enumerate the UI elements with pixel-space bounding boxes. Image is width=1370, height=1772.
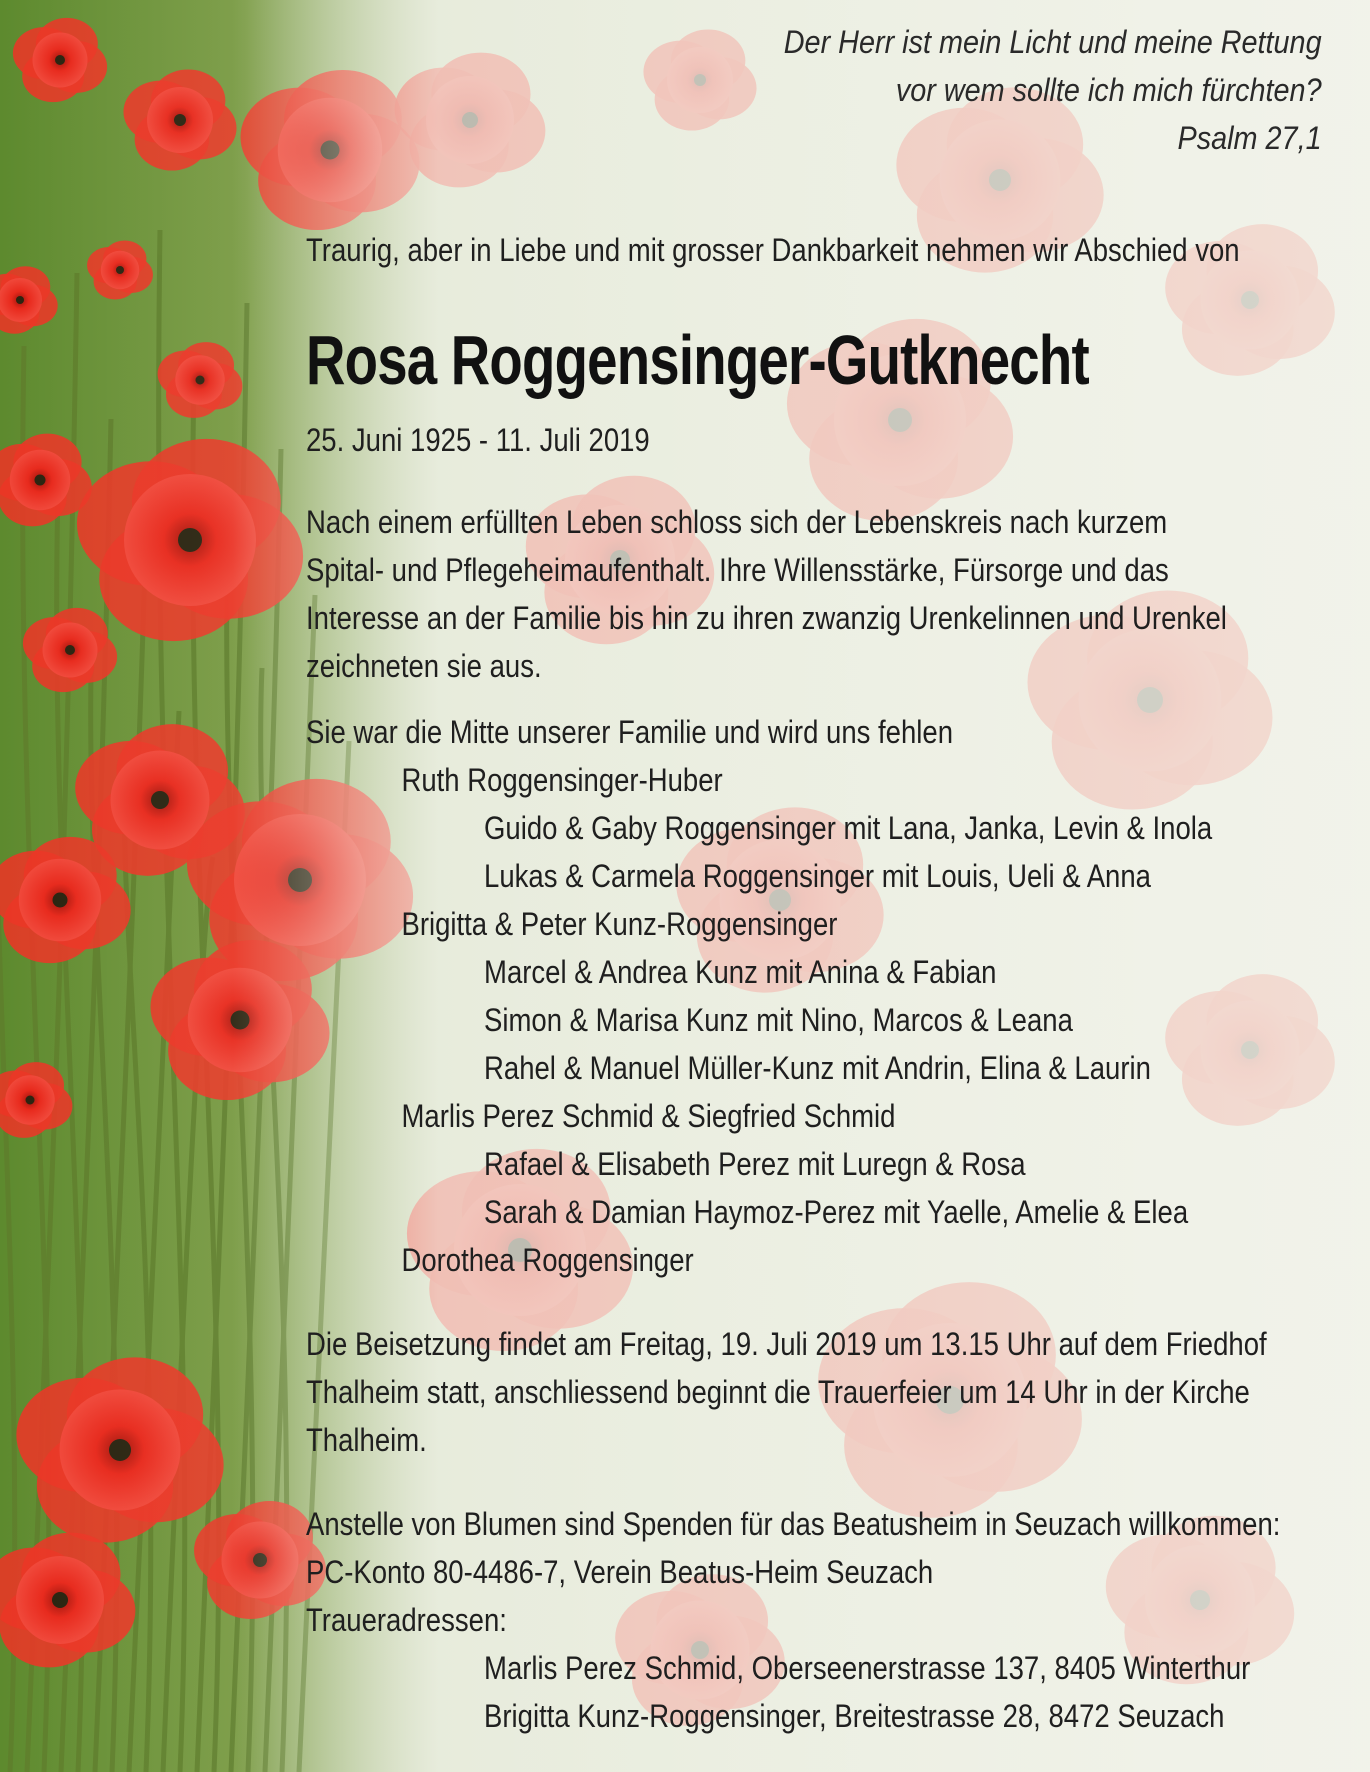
mourner-entry: Marlis Perez Schmid & Siegfried Schmid bbox=[401, 1098, 896, 1134]
tribute-line: Nach einem erfüllten Leben schloss sich der Lebenskreis nach kurzem bbox=[306, 504, 1168, 540]
mourner-entry: Dorothea Roggensinger bbox=[401, 1242, 694, 1278]
mourner-entry: Ruth Roggensinger-Huber bbox=[401, 762, 723, 798]
psalm-line-2: vor wem sollte ich mich fürchten? bbox=[896, 72, 1322, 108]
mourner-entry: Marcel & Andrea Kunz mit Anina & Fabian bbox=[484, 954, 997, 990]
mourner-entry: Sarah & Damian Haymoz-Perez mit Yaelle, Amelie & Elea bbox=[484, 1194, 1189, 1230]
mourning-address: Marlis Perez Schmid, Oberseenerstrasse 137, 8405 Winterthur bbox=[484, 1650, 1251, 1686]
tribute-line: Interesse an der Familie bis hin zu ihren zwanzig Urenkelinnen und Urenkel bbox=[306, 600, 1227, 636]
mourner-entry: Rafael & Elisabeth Perez mit Luregn & Rosa bbox=[484, 1146, 1026, 1182]
donation-line: PC-Konto 80-4486-7, Verein Beatus-Heim Seuzach bbox=[306, 1554, 934, 1590]
donation-line: Anstelle von Blumen sind Spenden für das Beatusheim in Seuzach willkommen: bbox=[306, 1506, 1281, 1542]
tribute-paragraph bbox=[306, 498, 1227, 690]
funeral-line: Die Beisetzung findet am Freitag, 19. Juli 2019 um 13.15 Uhr auf dem Friedhof bbox=[306, 1326, 1267, 1362]
family-intro: Sie war die Mitte unserer Familie und wird uns fehlen bbox=[306, 714, 954, 750]
mourning-address: Brigitta Kunz-Roggensinger, Breitestrasse 28, 8472 Seuzach bbox=[484, 1698, 1225, 1734]
mourner-entry: Guido & Gaby Roggensinger mit Lana, Janka, Levin & Inola bbox=[484, 810, 1213, 846]
mourner-entry: Rahel & Manuel Müller-Kunz mit Andrin, Elina & Laurin bbox=[484, 1050, 1151, 1086]
psalm-line-1: Der Herr ist mein Licht und meine Rettung bbox=[784, 24, 1322, 60]
psalm-quote bbox=[784, 18, 1322, 162]
tribute-line: Spital- und Pflegeheimaufenthalt. Ihre Willensstärke, Fürsorge und das bbox=[306, 552, 1169, 588]
mourner-entry: Brigitta & Peter Kunz-Roggensinger bbox=[401, 906, 838, 942]
funeral-line: Thalheim statt, anschliessend beginnt die Trauerfeier um 14 Uhr in der Kirche bbox=[306, 1374, 1250, 1410]
funeral-information bbox=[306, 1320, 1267, 1464]
mourner-entry: Simon & Marisa Kunz mit Nino, Marcos & Leana bbox=[484, 1002, 1073, 1038]
psalm-reference: Psalm 27,1 bbox=[1177, 120, 1322, 156]
mourner-entry: Lukas & Carmela Roggensinger mit Louis, Ueli & Anna bbox=[484, 858, 1151, 894]
donations-and-addresses bbox=[306, 1500, 1280, 1740]
funeral-line: Thalheim. bbox=[306, 1422, 427, 1458]
intro-text: Traurig, aber in Liebe und mit grosser Dankbarkeit nehmen wir Abschied von bbox=[306, 232, 1240, 268]
deceased-name: Rosa Roggensinger-Gutknecht bbox=[306, 321, 1089, 399]
mourners-list bbox=[306, 708, 1212, 1284]
addresses-label: Traueradressen: bbox=[306, 1602, 507, 1638]
tribute-line: zeichneten sie aus. bbox=[306, 648, 542, 684]
life-dates: 25. Juni 1925 - 11. Juli 2019 bbox=[306, 422, 650, 458]
